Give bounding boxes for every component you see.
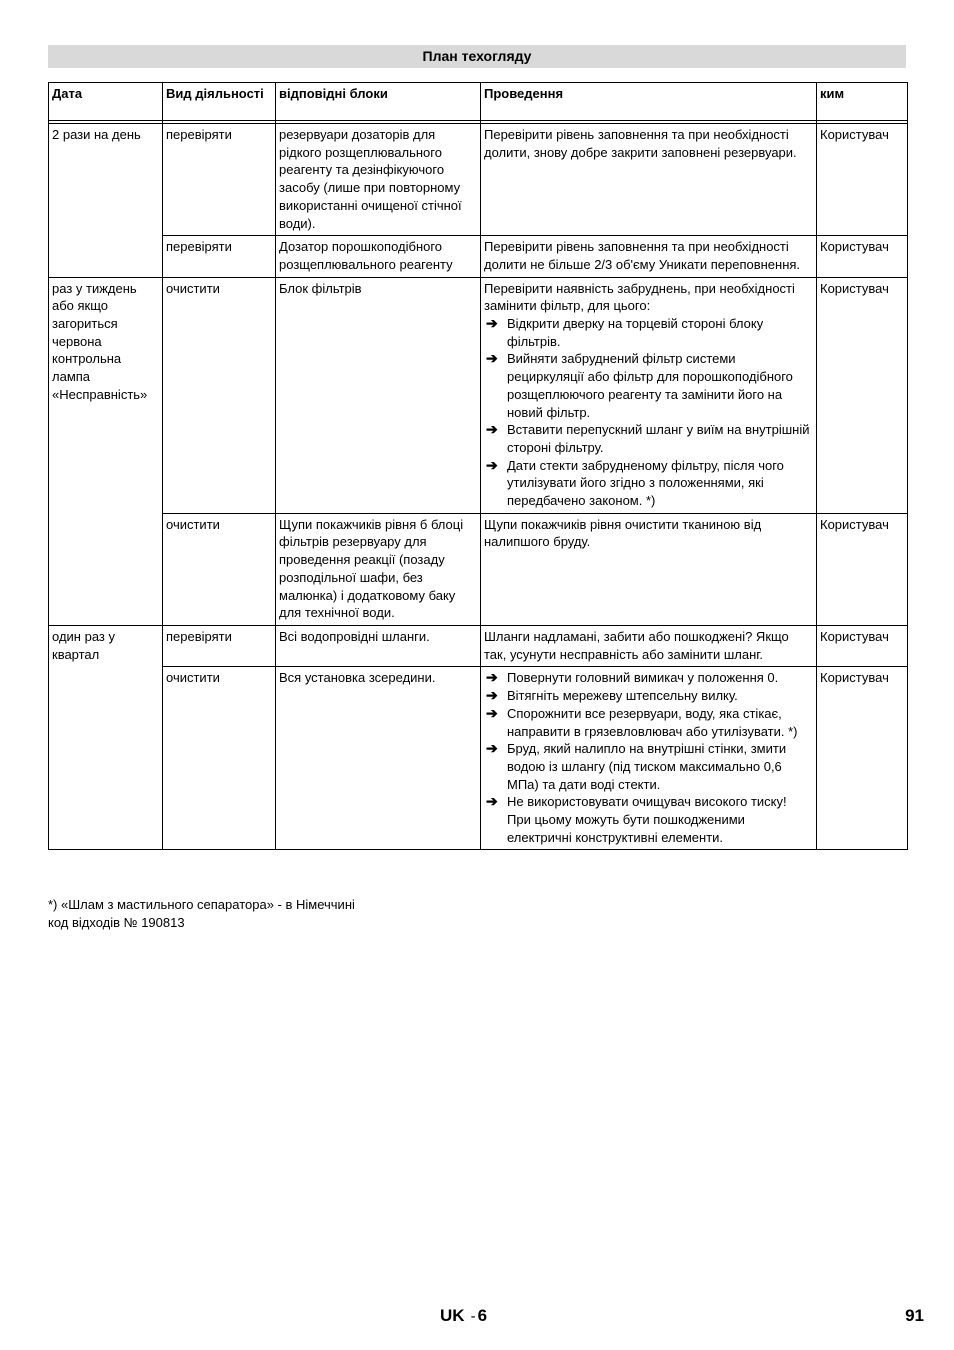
step-item xyxy=(484,457,813,510)
footer-section-page: 6 xyxy=(477,1306,488,1325)
page-title: План техогляду xyxy=(48,45,906,68)
arrow-right-icon: ➔ xyxy=(486,793,498,810)
date-cell: 2 рази на день xyxy=(49,124,163,278)
date-cell: раз у тиждень або якщо загориться червона контрольна лампа «Несправність» xyxy=(49,277,163,625)
who-cell: Користувач xyxy=(817,124,908,236)
header-who: ким xyxy=(817,83,908,121)
step-text: Вітягніть мережеву штепсельну вилку. xyxy=(507,688,738,704)
arrow-right-icon: ➔ xyxy=(486,740,498,757)
procedure-cell xyxy=(481,277,817,513)
who-cell: Користувач xyxy=(817,277,908,513)
units-cell: Всі водопровідні шланги. xyxy=(276,625,481,666)
arrow-right-icon: ➔ xyxy=(486,669,498,686)
who-cell: Користувач xyxy=(817,513,908,625)
units-cell: Щупи покажчиків рівня б блоці фільтрів резервуару для проведення реакції (позаду розподільної шафи, без малюнка) і додатковому баку для технічної води. xyxy=(276,513,481,625)
activity-cell: перевіряти xyxy=(163,236,276,277)
units-cell: Блок фільтрів xyxy=(276,277,481,513)
step-item xyxy=(484,315,813,350)
arrow-right-icon: ➔ xyxy=(486,456,498,473)
maintenance-table xyxy=(48,82,908,850)
step-list xyxy=(484,669,813,846)
table-row xyxy=(49,625,908,666)
activity-cell: очистити xyxy=(163,667,276,850)
header-date: Дата xyxy=(49,83,163,121)
table-row xyxy=(49,124,908,236)
step-item xyxy=(484,421,813,456)
date-cell: один раз у квартал xyxy=(49,625,163,849)
step-text: Вставити перепускний шланг у виїм на внутрішній стороні фільтру. xyxy=(507,422,810,455)
step-item xyxy=(484,669,813,687)
procedure-cell xyxy=(481,667,817,850)
step-text: Вийняти забруднений фільтр системи рециркуляції або фільтр для порошкоподібного розщеплюючого реагенту та замінити його на новий фільтр. xyxy=(507,351,793,420)
step-item xyxy=(484,350,813,421)
header-procedure: Проведення xyxy=(481,83,817,121)
step-item xyxy=(484,740,813,793)
arrow-right-icon: ➔ xyxy=(486,421,498,438)
header-row xyxy=(49,83,908,121)
procedure-cell: Шланги надламані, забити або пошкоджені? Якщо так, усунути несправність або замінити шланг. xyxy=(481,625,817,666)
who-cell: Користувач xyxy=(817,625,908,666)
units-cell: резервуари дозаторів для рідкого розщеплювального реагенту та дезінфікуючого засобу (лише при повторному використанні очищеної стічної води). xyxy=(276,124,481,236)
step-text: Бруд, який налипло на внутрішні стінки, змити водою із шлангу (під тиском максимально 0,6 МПа) та дати воді стекти. xyxy=(507,741,787,792)
who-cell: Користувач xyxy=(817,667,908,850)
step-list xyxy=(484,315,813,510)
arrow-right-icon: ➔ xyxy=(486,350,498,367)
activity-cell: перевіряти xyxy=(163,124,276,236)
header-activity: Вид діяльності xyxy=(163,83,276,121)
table-row xyxy=(49,277,908,513)
procedure-cell: Щупи покажчиків рівня очистити тканиною від налипшого бруду. xyxy=(481,513,817,625)
procedure-cell: Перевірити рівень заповнення та при необхідності долити, знову добре закрити заповнені резервуари. xyxy=(481,124,817,236)
step-text: Відкрити дверку на торцевій стороні блоку фільтрів. xyxy=(507,316,764,349)
footer-lang-code: UK xyxy=(440,1306,465,1325)
step-item xyxy=(484,793,813,846)
procedure-cell: Перевірити рівень заповнення та при необхідності долити не більше 2/3 об'єму Уникати переповнення. xyxy=(481,236,817,277)
header-units: відповідні блоки xyxy=(276,83,481,121)
step-text: Спорожнити все резервуари, воду, яка стікає, направити в грязевловлювач або утилізувати. *) xyxy=(507,705,798,739)
activity-cell: перевіряти xyxy=(163,625,276,666)
who-cell: Користувач xyxy=(817,236,908,277)
table-row xyxy=(49,667,908,850)
step-text: Повернути головний вимикач у положення 0. xyxy=(507,670,779,686)
units-cell: Дозатор порошкоподібного розщеплювального реагенту xyxy=(276,236,481,277)
table-row xyxy=(49,236,908,277)
step-text: Дати стекти забрудненому фільтру, після чого утилізувати його згідно з положеннями, які передбачено законом. *) xyxy=(507,457,784,509)
units-cell: Вся установка зсередини. xyxy=(276,667,481,850)
arrow-right-icon: ➔ xyxy=(486,687,498,704)
activity-cell: очистити xyxy=(163,513,276,625)
footer-dash: - xyxy=(470,1308,476,1325)
arrow-right-icon: ➔ xyxy=(486,315,498,332)
step-text: Не використовувати очищувач високого тиску! При цьому можуть бути пошкодженими електричні конструктивні елементи. xyxy=(507,794,787,845)
page-number: 91 xyxy=(905,1306,924,1325)
procedure-intro: Перевірити наявність забруднень, при необхідності замінити фільтр, для цього: xyxy=(484,280,795,314)
table-row xyxy=(49,513,908,625)
footer-section xyxy=(440,1306,487,1326)
arrow-right-icon: ➔ xyxy=(486,704,498,721)
step-item xyxy=(484,705,813,740)
activity-cell: очистити xyxy=(163,277,276,513)
step-item xyxy=(484,687,813,705)
footnote: *) «Шлам з мастильного сепаратора» - в Німеччині код відходів № 190813 xyxy=(48,897,355,930)
